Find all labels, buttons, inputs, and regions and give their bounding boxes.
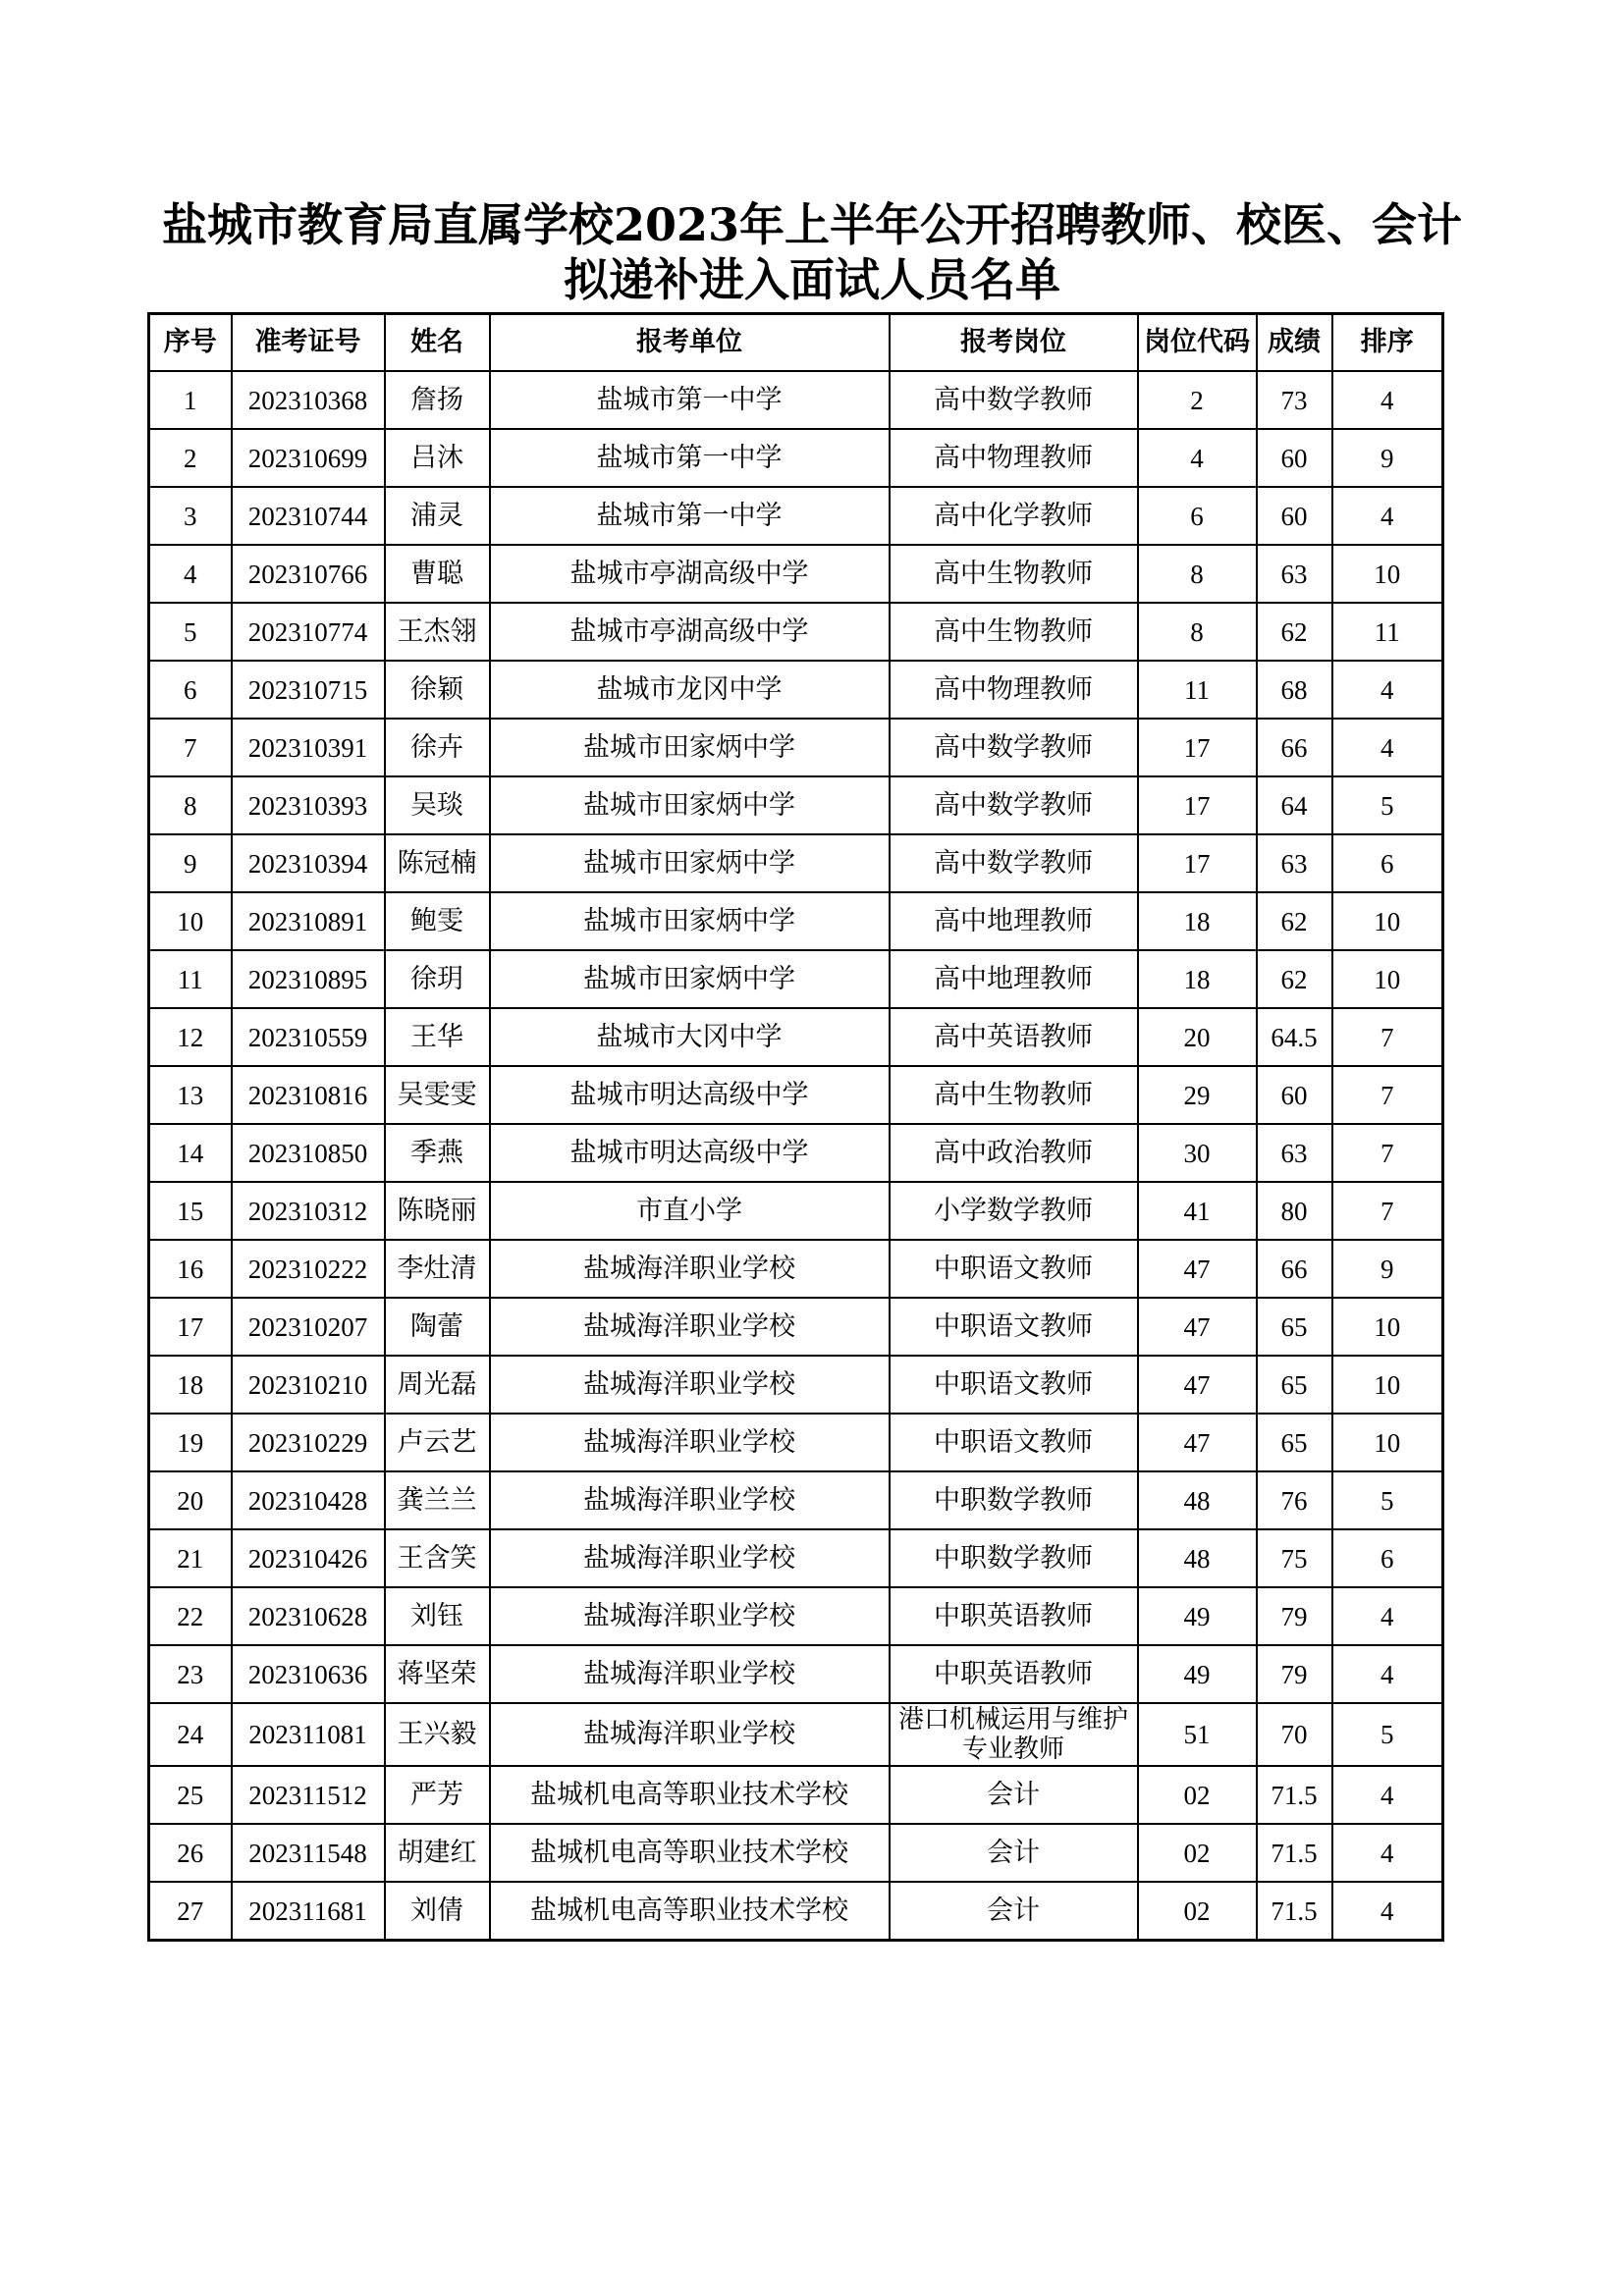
cell-exam-id: 202310391 <box>232 719 385 776</box>
cell-exam-id: 202310222 <box>232 1240 385 1298</box>
cell-rank: 4 <box>1332 1824 1443 1882</box>
cell-rank: 10 <box>1332 545 1443 603</box>
cell-exam-id: 202310628 <box>232 1587 385 1645</box>
cell-score: 80 <box>1257 1182 1332 1240</box>
cell-rank: 5 <box>1332 1703 1443 1766</box>
cell-position-code: 18 <box>1138 950 1257 1008</box>
cell-seq: 22 <box>149 1587 232 1645</box>
header-rank: 排序 <box>1332 314 1443 372</box>
cell-position-code: 47 <box>1138 1356 1257 1414</box>
header-seq: 序号 <box>149 314 232 372</box>
cell-exam-id: 202310368 <box>232 371 385 429</box>
cell-unit: 盐城市田家炳中学 <box>490 719 890 776</box>
cell-position-code: 20 <box>1138 1008 1257 1066</box>
cell-name: 徐颖 <box>385 661 490 719</box>
cell-rank: 7 <box>1332 1124 1443 1182</box>
cell-rank: 6 <box>1332 834 1443 892</box>
cell-position-code: 4 <box>1138 429 1257 487</box>
cell-name: 詹扬 <box>385 371 490 429</box>
cell-unit: 盐城市田家炳中学 <box>490 776 890 834</box>
cell-rank: 9 <box>1332 429 1443 487</box>
cell-exam-id: 202311081 <box>232 1703 385 1766</box>
cell-position: 高中政治教师 <box>890 1124 1138 1182</box>
table-row <box>149 776 1443 834</box>
table-row <box>149 1066 1443 1124</box>
cell-position-code: 17 <box>1138 719 1257 776</box>
header-position-code: 岗位代码 <box>1138 314 1257 372</box>
cell-position-code: 17 <box>1138 834 1257 892</box>
document-title: 盐城市教育局直属学校2023年上半年公开招聘教师、校医、会计 <box>161 198 1463 251</box>
cell-unit: 盐城市亭湖高级中学 <box>490 603 890 661</box>
cell-position: 高中生物教师 <box>890 603 1138 661</box>
cell-position-code: 49 <box>1138 1645 1257 1703</box>
table-row <box>149 1124 1443 1182</box>
cell-score: 62 <box>1257 892 1332 950</box>
cell-position-code: 02 <box>1138 1824 1257 1882</box>
header-exam-id: 准考证号 <box>232 314 385 372</box>
cell-score: 71.5 <box>1257 1766 1332 1824</box>
cell-seq: 4 <box>149 545 232 603</box>
cell-score: 70 <box>1257 1703 1332 1766</box>
cell-position-code: 41 <box>1138 1182 1257 1240</box>
cell-score: 60 <box>1257 487 1332 545</box>
cell-position-code: 51 <box>1138 1703 1257 1766</box>
cell-seq: 24 <box>149 1703 232 1766</box>
cell-unit: 盐城市田家炳中学 <box>490 892 890 950</box>
cell-seq: 12 <box>149 1008 232 1066</box>
cell-name: 曹聪 <box>385 545 490 603</box>
cell-name: 周光磊 <box>385 1356 490 1414</box>
cell-unit: 盐城机电高等职业技术学校 <box>490 1766 890 1824</box>
cell-position <box>890 1703 1138 1766</box>
cell-unit: 盐城市明达高级中学 <box>490 1124 890 1182</box>
cell-position: 中职语文教师 <box>890 1240 1138 1298</box>
cell-unit: 盐城市田家炳中学 <box>490 950 890 1008</box>
cell-position: 会计 <box>890 1824 1138 1882</box>
cell-position-code: 49 <box>1138 1587 1257 1645</box>
cell-exam-id: 202310312 <box>232 1182 385 1240</box>
cell-seq: 26 <box>149 1824 232 1882</box>
cell-seq: 7 <box>149 719 232 776</box>
cell-seq: 3 <box>149 487 232 545</box>
table-row <box>149 1529 1443 1587</box>
cell-exam-id: 202311681 <box>232 1882 385 1941</box>
cell-position-code: 6 <box>1138 487 1257 545</box>
cell-seq: 15 <box>149 1182 232 1240</box>
cell-name: 李灶清 <box>385 1240 490 1298</box>
cell-position-code: 29 <box>1138 1066 1257 1124</box>
cell-position: 会计 <box>890 1766 1138 1824</box>
table-row <box>149 950 1443 1008</box>
cell-name: 刘倩 <box>385 1882 490 1941</box>
table-row <box>149 1824 1443 1882</box>
table-row <box>149 1356 1443 1414</box>
cell-position-code: 8 <box>1138 545 1257 603</box>
cell-exam-id: 202310766 <box>232 545 385 603</box>
cell-name: 徐卉 <box>385 719 490 776</box>
cell-unit: 盐城市明达高级中学 <box>490 1066 890 1124</box>
table-row <box>149 1703 1443 1766</box>
cell-unit: 盐城市大冈中学 <box>490 1008 890 1066</box>
cell-position-code: 17 <box>1138 776 1257 834</box>
cell-score: 63 <box>1257 834 1332 892</box>
table-row <box>149 545 1443 603</box>
cell-score: 76 <box>1257 1471 1332 1529</box>
cell-unit: 盐城市龙冈中学 <box>490 661 890 719</box>
cell-seq: 13 <box>149 1066 232 1124</box>
table-row <box>149 429 1443 487</box>
cell-rank: 5 <box>1332 776 1443 834</box>
cell-position: 高中物理教师 <box>890 661 1138 719</box>
cell-score: 79 <box>1257 1645 1332 1703</box>
cell-score: 63 <box>1257 1124 1332 1182</box>
table-row <box>149 1882 1443 1941</box>
cell-rank: 10 <box>1332 1298 1443 1356</box>
cell-unit: 盐城市第一中学 <box>490 429 890 487</box>
table-row <box>149 719 1443 776</box>
cell-rank: 4 <box>1332 661 1443 719</box>
cell-unit: 盐城海洋职业学校 <box>490 1414 890 1471</box>
cell-score: 68 <box>1257 661 1332 719</box>
cell-score: 65 <box>1257 1414 1332 1471</box>
cell-seq: 14 <box>149 1124 232 1182</box>
cell-score: 73 <box>1257 371 1332 429</box>
cell-exam-id: 202310699 <box>232 429 385 487</box>
cell-name: 蒋坚荣 <box>385 1645 490 1703</box>
cell-unit: 市直小学 <box>490 1182 890 1240</box>
cell-score: 60 <box>1257 1066 1332 1124</box>
cell-score: 65 <box>1257 1298 1332 1356</box>
cell-position: 中职语文教师 <box>890 1298 1138 1356</box>
table-row <box>149 1298 1443 1356</box>
cell-exam-id: 202310559 <box>232 1008 385 1066</box>
cell-seq: 11 <box>149 950 232 1008</box>
cell-name: 陈晓丽 <box>385 1182 490 1240</box>
cell-score: 60 <box>1257 429 1332 487</box>
cell-score: 65 <box>1257 1356 1332 1414</box>
cell-name: 吴雯雯 <box>385 1066 490 1124</box>
cell-exam-id: 202310207 <box>232 1298 385 1356</box>
cell-unit: 盐城海洋职业学校 <box>490 1471 890 1529</box>
cell-exam-id: 202311512 <box>232 1766 385 1824</box>
cell-position: 高中地理教师 <box>890 950 1138 1008</box>
cell-score: 64 <box>1257 776 1332 834</box>
cell-unit: 盐城海洋职业学校 <box>490 1703 890 1766</box>
cell-seq: 10 <box>149 892 232 950</box>
cell-score: 63 <box>1257 545 1332 603</box>
cell-rank: 4 <box>1332 1645 1443 1703</box>
cell-seq: 21 <box>149 1529 232 1587</box>
cell-score: 75 <box>1257 1529 1332 1587</box>
table-row <box>149 1766 1443 1824</box>
cell-score: 66 <box>1257 1240 1332 1298</box>
cell-position-code: 48 <box>1138 1471 1257 1529</box>
cell-rank: 10 <box>1332 950 1443 1008</box>
cell-rank: 4 <box>1332 1882 1443 1941</box>
cell-position-code: 48 <box>1138 1529 1257 1587</box>
cell-rank: 10 <box>1332 892 1443 950</box>
cell-name: 徐玥 <box>385 950 490 1008</box>
cell-score: 71.5 <box>1257 1824 1332 1882</box>
cell-score: 62 <box>1257 603 1332 661</box>
cell-exam-id: 202310394 <box>232 834 385 892</box>
cell-position: 会计 <box>890 1882 1138 1941</box>
table-row <box>149 1240 1443 1298</box>
cell-name: 王杰翎 <box>385 603 490 661</box>
table-row <box>149 1471 1443 1529</box>
cell-score: 79 <box>1257 1587 1332 1645</box>
table-row <box>149 1414 1443 1471</box>
cell-position-code: 47 <box>1138 1414 1257 1471</box>
candidate-table <box>147 312 1444 1942</box>
cell-name: 陶蕾 <box>385 1298 490 1356</box>
cell-unit: 盐城市第一中学 <box>490 371 890 429</box>
cell-unit: 盐城机电高等职业技术学校 <box>490 1882 890 1941</box>
cell-position: 小学数学教师 <box>890 1182 1138 1240</box>
table-row <box>149 487 1443 545</box>
cell-unit: 盐城海洋职业学校 <box>490 1356 890 1414</box>
cell-position: 中职语文教师 <box>890 1414 1138 1471</box>
cell-seq: 8 <box>149 776 232 834</box>
cell-seq: 27 <box>149 1882 232 1941</box>
cell-seq: 25 <box>149 1766 232 1824</box>
cell-score: 64.5 <box>1257 1008 1332 1066</box>
cell-score: 66 <box>1257 719 1332 776</box>
cell-unit: 盐城市亭湖高级中学 <box>490 545 890 603</box>
cell-rank: 4 <box>1332 371 1443 429</box>
cell-position-code: 47 <box>1138 1240 1257 1298</box>
cell-seq: 19 <box>149 1414 232 1471</box>
cell-position-code: 47 <box>1138 1298 1257 1356</box>
cell-unit: 盐城市田家炳中学 <box>490 834 890 892</box>
cell-position: 高中地理教师 <box>890 892 1138 950</box>
cell-rank: 4 <box>1332 1587 1443 1645</box>
header-position: 报考岗位 <box>890 314 1138 372</box>
cell-seq: 16 <box>149 1240 232 1298</box>
table-row <box>149 1587 1443 1645</box>
cell-seq: 17 <box>149 1298 232 1356</box>
cell-unit: 盐城市第一中学 <box>490 487 890 545</box>
table-row <box>149 603 1443 661</box>
cell-name: 吕沐 <box>385 429 490 487</box>
cell-position-code: 30 <box>1138 1124 1257 1182</box>
cell-name: 胡建红 <box>385 1824 490 1882</box>
cell-exam-id: 202310210 <box>232 1356 385 1414</box>
cell-exam-id: 202310426 <box>232 1529 385 1587</box>
cell-unit: 盐城机电高等职业技术学校 <box>490 1824 890 1882</box>
cell-name: 浦灵 <box>385 487 490 545</box>
cell-name: 王华 <box>385 1008 490 1066</box>
table-header-row <box>149 314 1443 372</box>
cell-position-code: 02 <box>1138 1882 1257 1941</box>
cell-name: 王兴毅 <box>385 1703 490 1766</box>
table-row <box>149 661 1443 719</box>
table-row <box>149 1182 1443 1240</box>
header-score: 成绩 <box>1257 314 1332 372</box>
cell-score: 62 <box>1257 950 1332 1008</box>
cell-exam-id: 202310895 <box>232 950 385 1008</box>
cell-exam-id: 202310816 <box>232 1066 385 1124</box>
table-row <box>149 892 1443 950</box>
cell-position: 高中数学教师 <box>890 834 1138 892</box>
cell-unit: 盐城海洋职业学校 <box>490 1529 890 1587</box>
cell-rank: 7 <box>1332 1008 1443 1066</box>
cell-exam-id: 202310891 <box>232 892 385 950</box>
cell-rank: 7 <box>1332 1182 1443 1240</box>
cell-rank: 4 <box>1332 1766 1443 1824</box>
table-row <box>149 834 1443 892</box>
cell-rank: 4 <box>1332 719 1443 776</box>
cell-position: 高中化学教师 <box>890 487 1138 545</box>
cell-exam-id: 202310715 <box>232 661 385 719</box>
cell-name: 季燕 <box>385 1124 490 1182</box>
cell-seq: 1 <box>149 371 232 429</box>
cell-position: 中职数学教师 <box>890 1529 1138 1587</box>
cell-name: 吴琰 <box>385 776 490 834</box>
cell-unit: 盐城海洋职业学校 <box>490 1645 890 1703</box>
cell-position: 高中数学教师 <box>890 719 1138 776</box>
cell-name: 严芳 <box>385 1766 490 1824</box>
cell-position-code: 02 <box>1138 1766 1257 1824</box>
document-subtitle: 拟递补进入面试人员名单 <box>564 253 1060 306</box>
cell-exam-id: 202310229 <box>232 1414 385 1471</box>
cell-position: 高中数学教师 <box>890 776 1138 834</box>
cell-rank: 10 <box>1332 1356 1443 1414</box>
cell-position-text: 港口机械运用与维护专业教师 <box>897 1705 1128 1764</box>
cell-name: 卢云艺 <box>385 1414 490 1471</box>
cell-exam-id: 202310636 <box>232 1645 385 1703</box>
cell-position: 中职数学教师 <box>890 1471 1138 1529</box>
cell-name: 鲍雯 <box>385 892 490 950</box>
cell-position: 中职语文教师 <box>890 1356 1138 1414</box>
cell-position-code: 18 <box>1138 892 1257 950</box>
cell-position-code: 11 <box>1138 661 1257 719</box>
cell-score: 71.5 <box>1257 1882 1332 1941</box>
cell-seq: 6 <box>149 661 232 719</box>
cell-seq: 9 <box>149 834 232 892</box>
cell-exam-id: 202311548 <box>232 1824 385 1882</box>
cell-name: 刘钰 <box>385 1587 490 1645</box>
table-row <box>149 1008 1443 1066</box>
cell-exam-id: 202310393 <box>232 776 385 834</box>
cell-name: 王含笑 <box>385 1529 490 1587</box>
cell-exam-id: 202310774 <box>232 603 385 661</box>
table-row <box>149 1645 1443 1703</box>
cell-name: 龚兰兰 <box>385 1471 490 1529</box>
cell-unit: 盐城海洋职业学校 <box>490 1298 890 1356</box>
cell-seq: 5 <box>149 603 232 661</box>
cell-rank: 10 <box>1332 1414 1443 1471</box>
cell-position-code: 2 <box>1138 371 1257 429</box>
cell-rank: 4 <box>1332 487 1443 545</box>
cell-seq: 20 <box>149 1471 232 1529</box>
table-row <box>149 371 1443 429</box>
cell-position: 高中生物教师 <box>890 1066 1138 1124</box>
cell-seq: 18 <box>149 1356 232 1414</box>
cell-position: 高中物理教师 <box>890 429 1138 487</box>
cell-seq: 2 <box>149 429 232 487</box>
cell-rank: 6 <box>1332 1529 1443 1587</box>
header-unit: 报考单位 <box>490 314 890 372</box>
cell-name: 陈冠楠 <box>385 834 490 892</box>
cell-position: 中职英语教师 <box>890 1587 1138 1645</box>
cell-exam-id: 202310428 <box>232 1471 385 1529</box>
cell-rank: 5 <box>1332 1471 1443 1529</box>
cell-seq: 23 <box>149 1645 232 1703</box>
cell-position: 高中英语教师 <box>890 1008 1138 1066</box>
header-name: 姓名 <box>385 314 490 372</box>
cell-exam-id: 202310850 <box>232 1124 385 1182</box>
cell-position: 高中数学教师 <box>890 371 1138 429</box>
cell-rank: 11 <box>1332 603 1443 661</box>
table-body <box>149 371 1443 1941</box>
cell-unit: 盐城海洋职业学校 <box>490 1587 890 1645</box>
cell-exam-id: 202310744 <box>232 487 385 545</box>
cell-rank: 7 <box>1332 1066 1443 1124</box>
cell-rank: 9 <box>1332 1240 1443 1298</box>
cell-position-code: 8 <box>1138 603 1257 661</box>
cell-unit: 盐城海洋职业学校 <box>490 1240 890 1298</box>
cell-position: 中职英语教师 <box>890 1645 1138 1703</box>
cell-position: 高中生物教师 <box>890 545 1138 603</box>
